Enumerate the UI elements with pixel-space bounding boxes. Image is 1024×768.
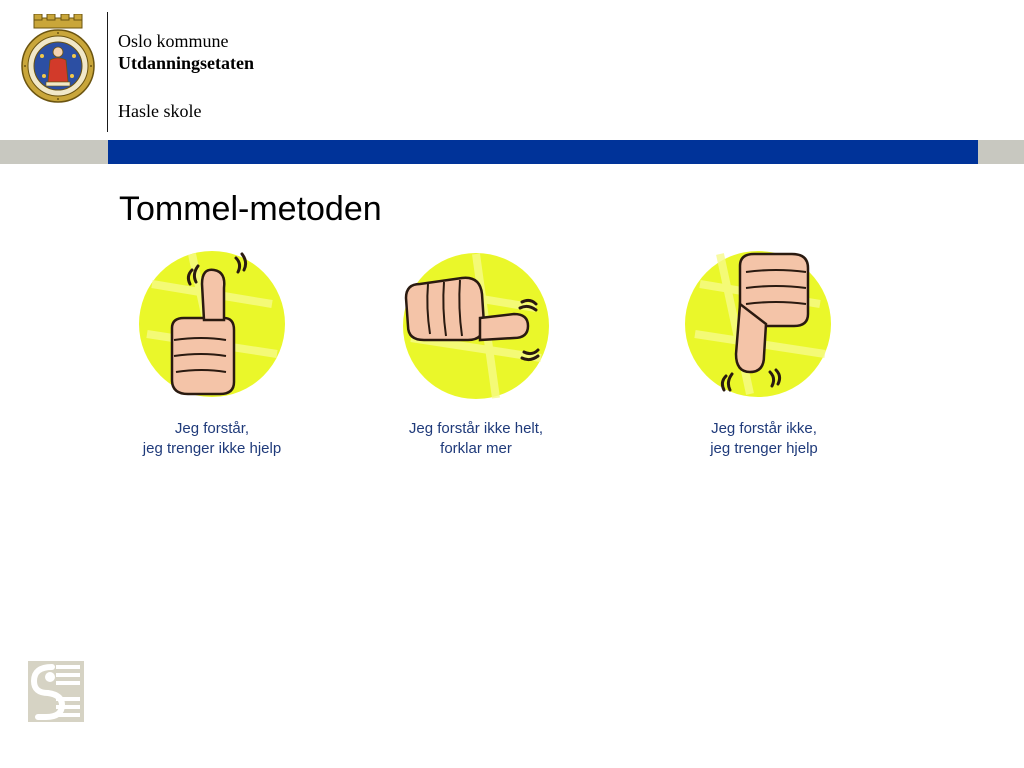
school-name: Hasle skole	[118, 101, 202, 121]
caption-partly-line1: Jeg forstår ikke helt,	[408, 420, 544, 437]
school-logo-icon	[28, 661, 84, 722]
band-right-segment	[978, 140, 1024, 164]
band-left-segment	[0, 140, 108, 164]
caption-not-understand	[644, 419, 884, 459]
caption-understand	[92, 419, 332, 459]
caption-understand-line1: Jeg forstår,	[174, 420, 250, 437]
caption-not-line2: jeg trenger hjelp	[710, 440, 818, 457]
caption-partly-understand	[356, 419, 596, 459]
thumb-sideways-icon	[396, 248, 556, 408]
org-line-agency: Utdanningsetaten	[118, 53, 255, 73]
caption-partly-line2: forklar mer	[440, 440, 512, 457]
band-main-segment	[108, 140, 978, 164]
caption-not-line1: Jeg forstår ikke,	[711, 420, 817, 437]
oslo-crest-icon	[20, 14, 96, 114]
organization-name	[118, 30, 254, 74]
thumbs-up-icon	[132, 244, 292, 404]
slide-title: Tommel-metoden	[119, 190, 382, 228]
thumbs-down-icon	[680, 244, 840, 404]
header-divider	[107, 12, 108, 132]
org-line-municipality: Oslo kommune	[118, 31, 229, 51]
caption-understand-line2: jeg trenger ikke hjelp	[142, 440, 282, 457]
